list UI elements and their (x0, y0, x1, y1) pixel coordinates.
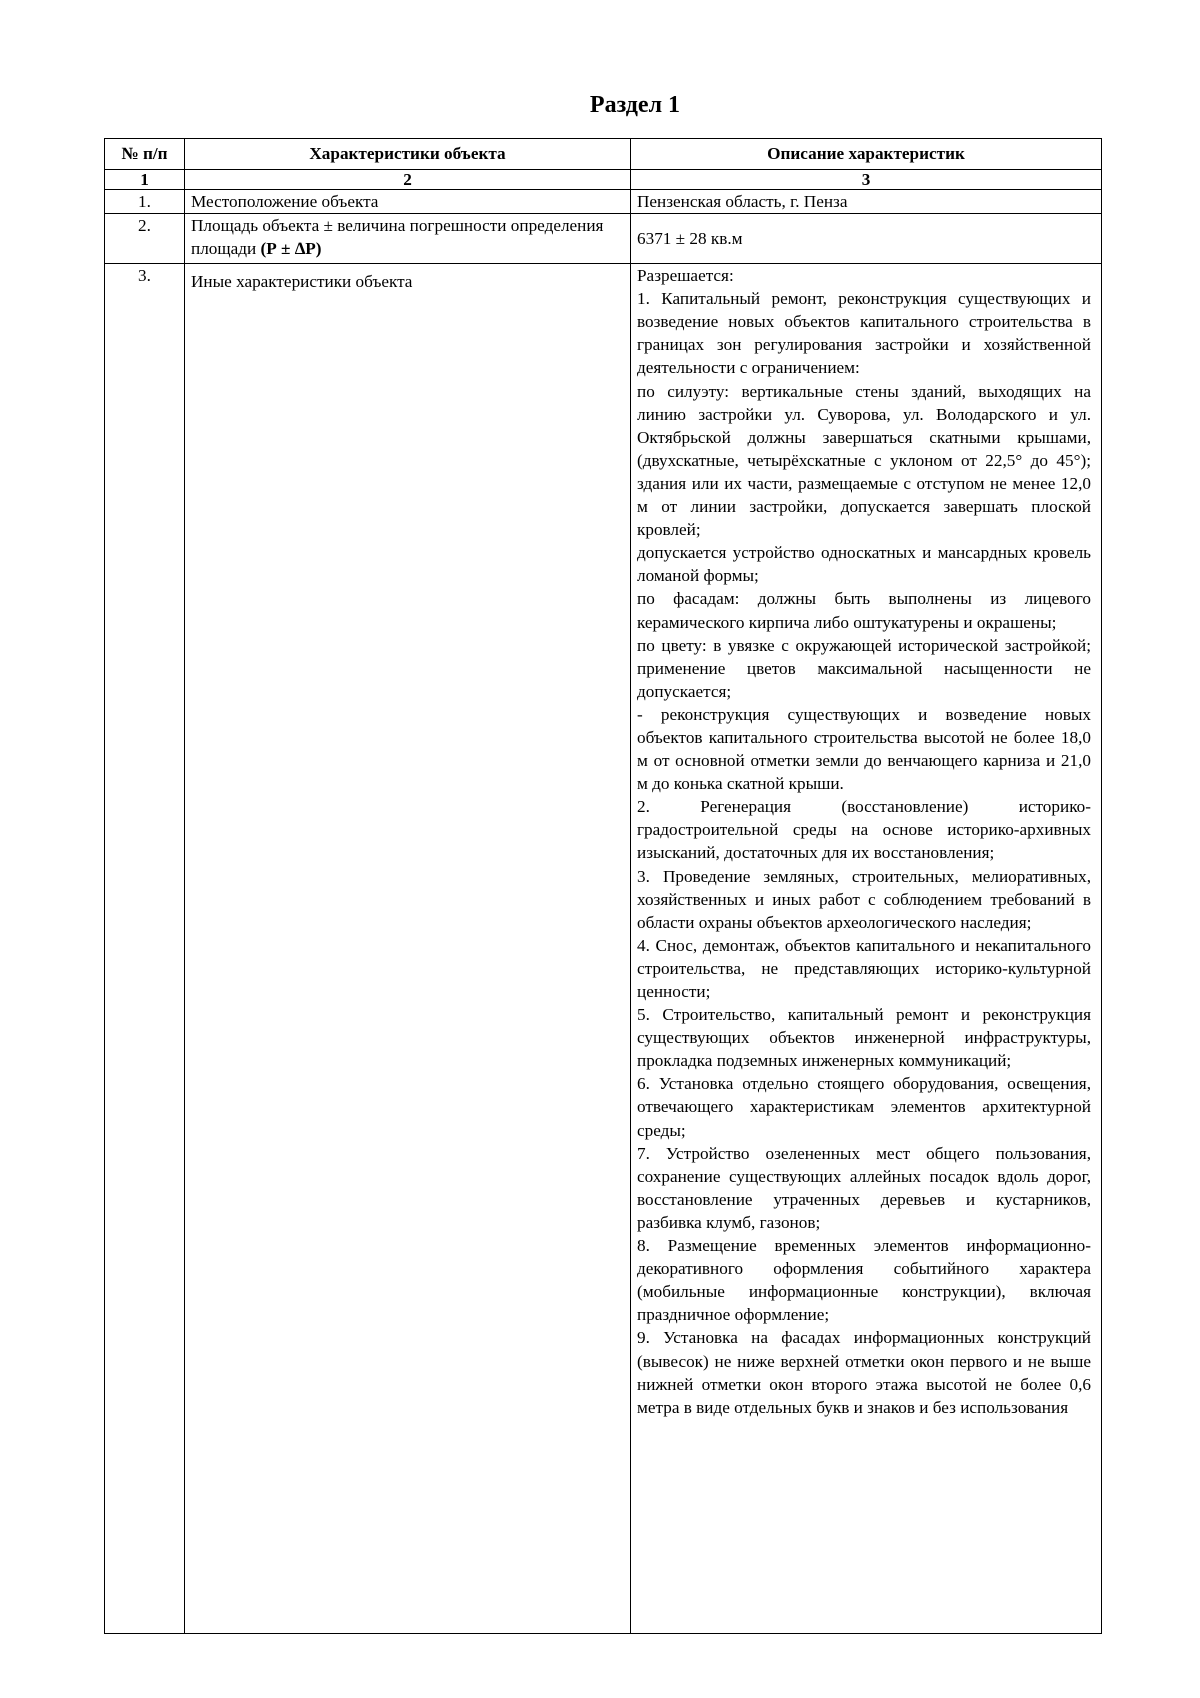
description-paragraph: допускается устройство односкатных и мансардных кровель ломаной формы; (637, 543, 1091, 586)
description-paragraph: 1. Капитальный ремонт, реконструкция существующих и возведение новых объектов капитального строительства в границах зон регулирования застройки и хозяйственной деятельности с ограничением: (637, 289, 1091, 378)
description-paragraph: по силуэту: вертикальные стены зданий, выходящих на линию застройки ул. Суворова, ул. Володарского и ул. Октябрьской должны завершаться скатными крышами, (двухскатные, четырёхскатные с уклоном от 22,5° до 45°); здания или их части, размещаемые с отступом не менее 12,0 м от линии застройки, допускается завершать плоской кровлей; (637, 381, 1091, 540)
description-paragraph: по цвету: в увязке с окружающей исторической застройкой; применение цветов максимальной насыщенности не допускается; (637, 635, 1091, 701)
description-paragraph: - реконструкция существующих и возведение новых объектов капитального строительства высотой не более 18,0 м от основной отметки земли до венчающего карниза и 21,0 м до конька скатной крыши. (637, 704, 1091, 794)
row-number: 3. (105, 264, 185, 1634)
description-paragraph: 5. Строительство, капитальный ремонт и реконструкция существующих объектов инженерной инфраструктуры, прокладка подземных инженерных коммуникаций; (637, 1005, 1091, 1071)
header-number: № п/п (105, 139, 185, 170)
description-paragraph: 2. Регенерация (восстановление) историко-градостроительной среды на основе историко-архивных изысканий, достаточных для их восстановления; (637, 797, 1091, 863)
column-number-3: 3 (631, 170, 1102, 190)
description-paragraph: по фасадам: должны быть выполнены из лицевого керамического кирпича либо оштукатурены и окрашены; (637, 589, 1091, 632)
row-description (631, 264, 1102, 1634)
table-row (105, 264, 1102, 1634)
header-description: Описание характеристик (631, 139, 1102, 170)
description-paragraph: 7. Устройство озелененных мест общего пользования, сохранение существующих аллейных посадок вдоль дорог, восстановление утраченных деревьев и кустарников, разбивка клумб, газонов; (637, 1143, 1091, 1232)
row-characteristic: Местоположение объекта (185, 190, 631, 214)
description-paragraph: 8. Размещение временных элементов информационно-декоративного оформления событийного характера (мобильные информационные конструкции), включая праздничное оформление; (637, 1236, 1091, 1325)
description-paragraph: Разрешается: (637, 266, 734, 286)
row-characteristic (185, 214, 631, 264)
characteristic-text: Площадь объекта ± величина погрешности определения площади (191, 216, 604, 259)
row-characteristic: Иные характеристики объекта (185, 264, 631, 1634)
characteristic-formula: (Р ± ∆Р) (260, 239, 322, 259)
header-characteristics: Характеристики объекта (185, 139, 631, 170)
column-number-1: 1 (105, 170, 185, 190)
row-description: 6371 ± 28 кв.м (631, 214, 1102, 264)
description-paragraph: 9. Установка на фасадах информационных конструкций (вывесок) не ниже верхней отметки окон первого и не выше нижней отметки окон второго этажа высотой не более 0,6 метра в виде отдельных букв и знаков и без использования (637, 1328, 1091, 1417)
column-number-2: 2 (185, 170, 631, 190)
description-paragraph: 4. Снос, демонтаж, объектов капитального и некапитального строительства, не представляющих историко-культурной ценности; (637, 935, 1091, 1001)
section-title: Раздел 1 (589, 92, 681, 118)
row-number: 1. (105, 190, 185, 214)
table-row (105, 214, 1102, 264)
row-description: Пензенская область, г. Пенза (631, 190, 1102, 214)
table-header-row (105, 139, 1102, 170)
column-number-row (105, 170, 1102, 190)
description-paragraph: 3. Проведение земляных, строительных, мелиоративных, хозяйственных и иных работ с соблюдением требований в области охраны объектов археологического наследия; (637, 866, 1091, 932)
characteristics-table (104, 138, 1102, 1634)
description-paragraph: 6. Установка отдельно стоящего оборудования, освещения, отвечающего характеристикам элементов архитектурной среды; (637, 1074, 1091, 1140)
row-number: 2. (105, 214, 185, 264)
table-row (105, 190, 1102, 214)
